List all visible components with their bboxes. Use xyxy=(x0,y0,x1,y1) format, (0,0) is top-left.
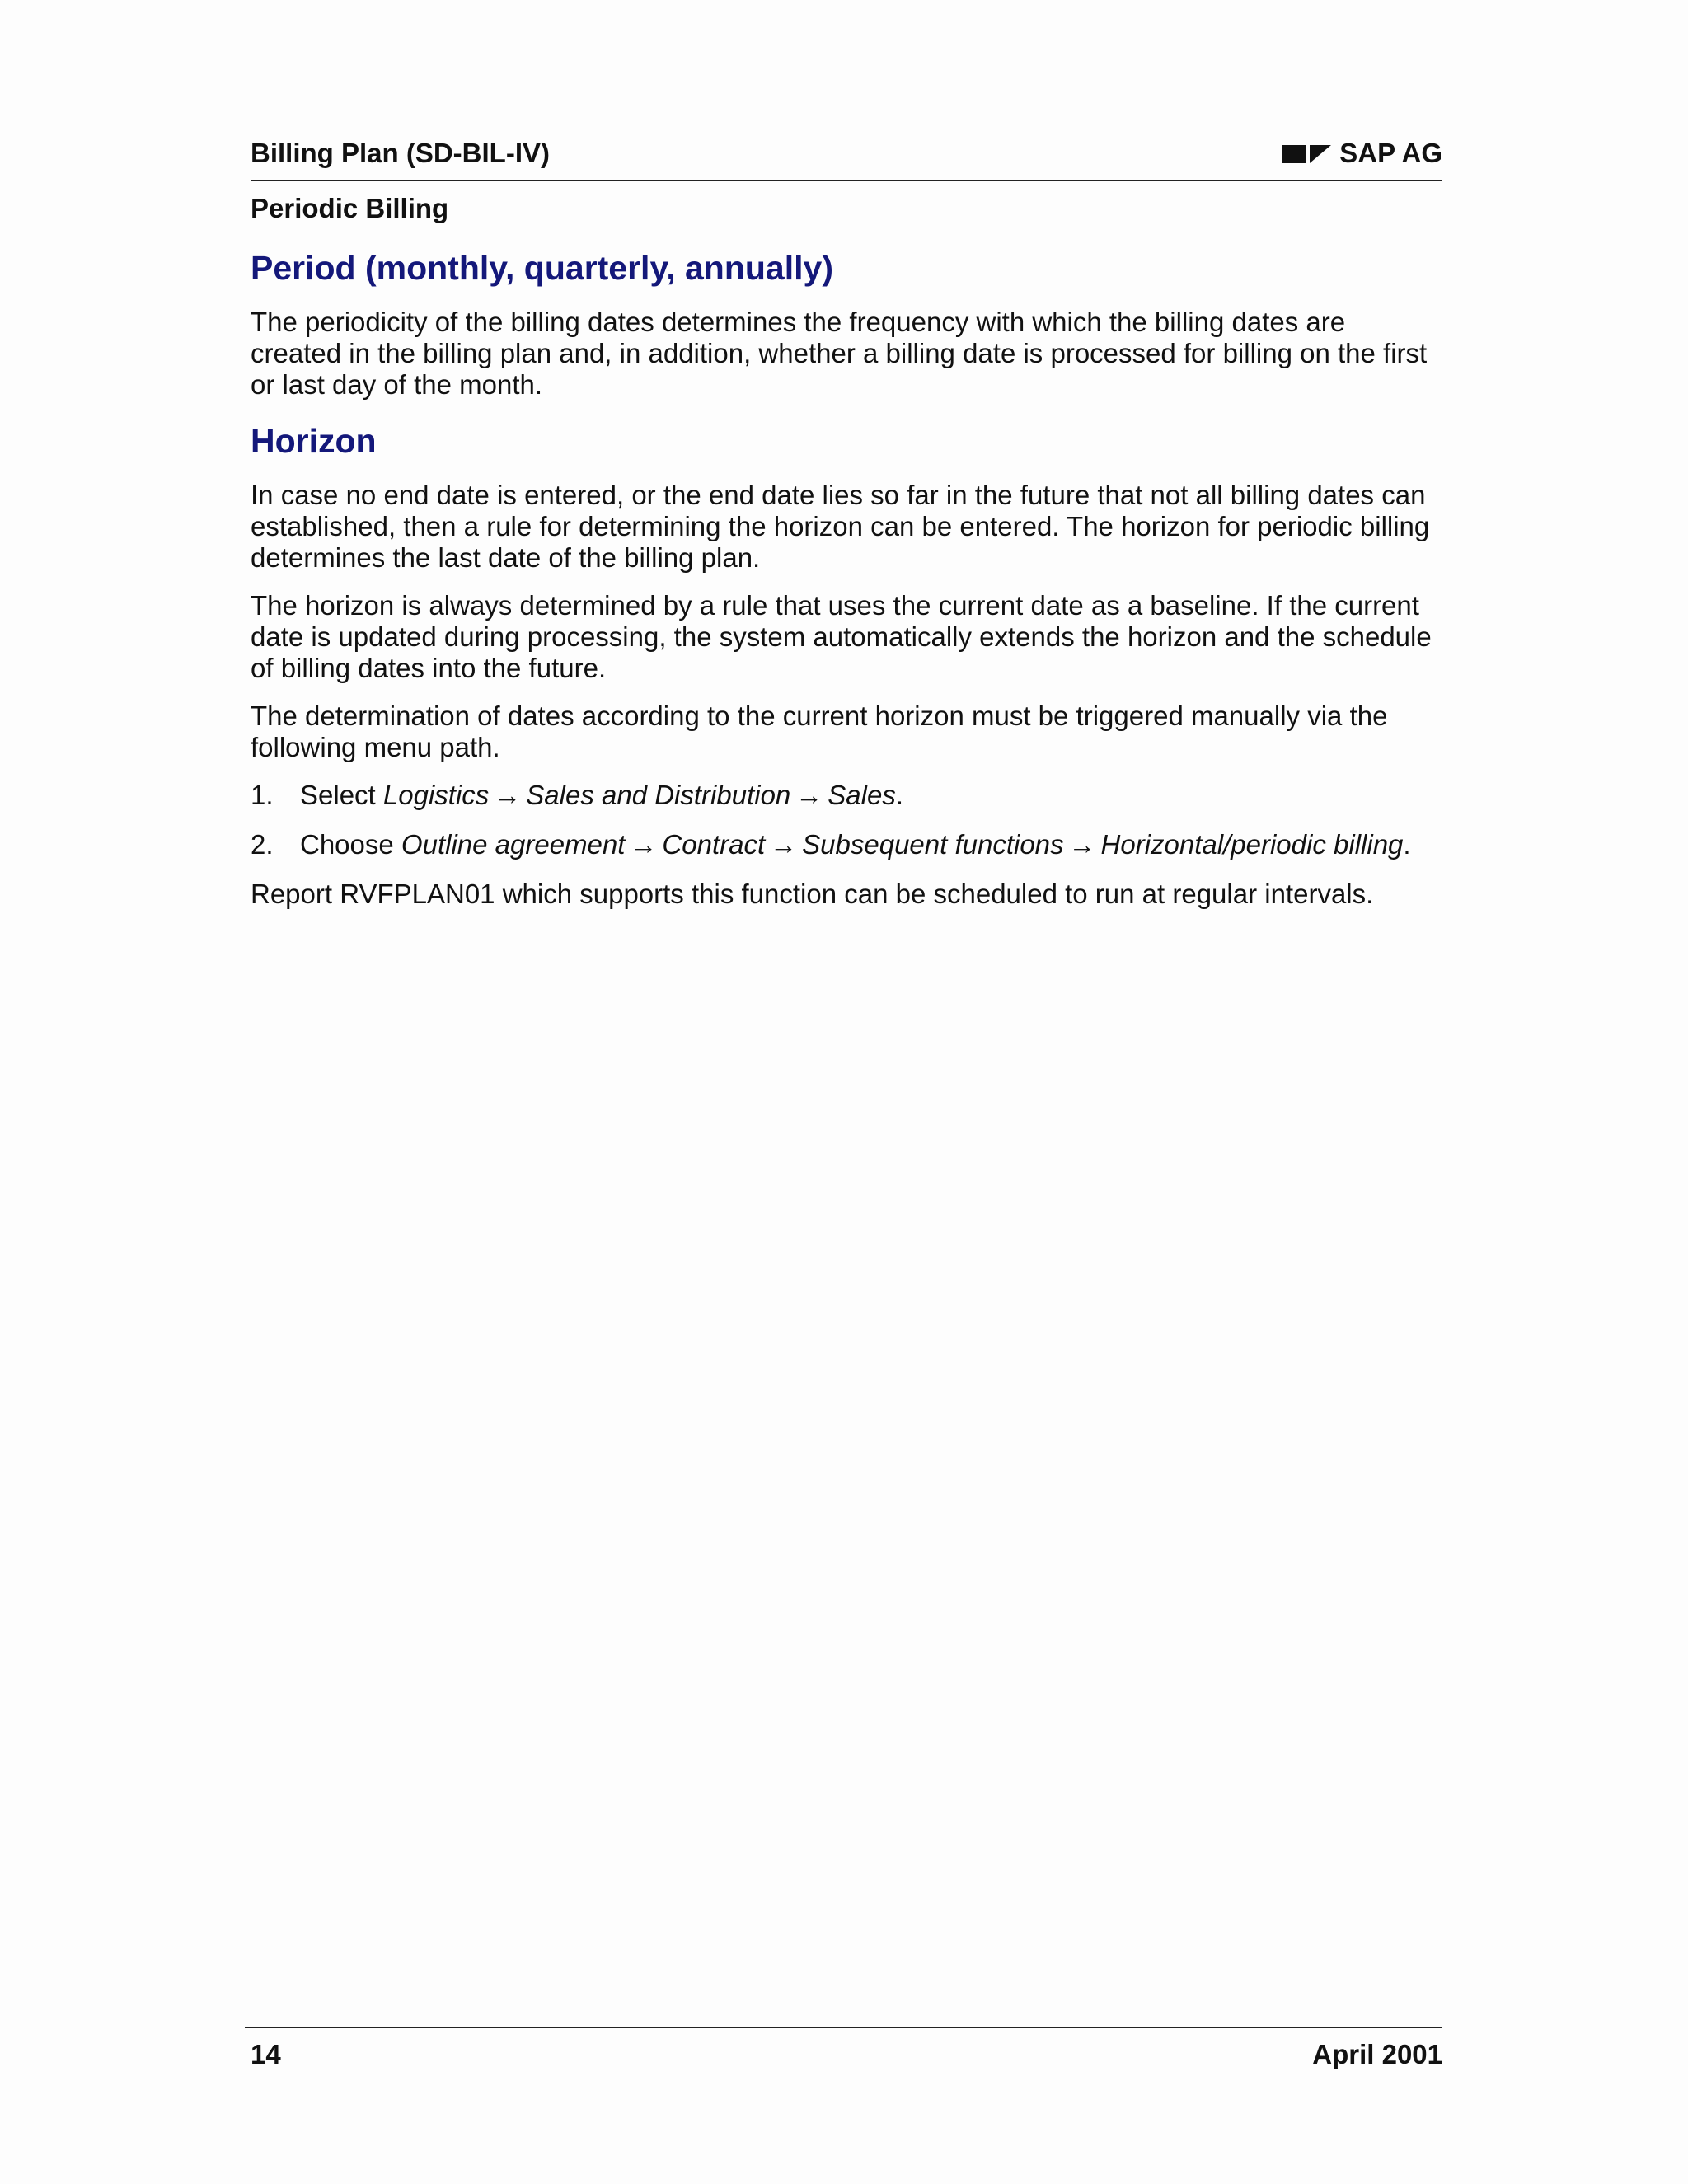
paragraph-determination: The determination of dates according to the current horizon must be triggered manually via the following menu path. xyxy=(251,701,1388,762)
paragraph-periodicity: The periodicity of the billing dates determines the frequency with which the billing dates are created in the billing plan and, in addition, whether a billing date is processed for billing on the first or last day of the month. xyxy=(251,307,1428,400)
arrow-right-icon: → xyxy=(770,829,798,860)
paragraph-horizon-baseline: The horizon is always determined by a rule that uses the current date as a baseline. If the current date is updated during processing, the system automatically extends the horizon and the schedule of billing dates into the future. xyxy=(251,590,1432,683)
page-footer xyxy=(245,2027,1442,2071)
publication-date: April 2001 xyxy=(1312,2039,1442,2069)
menu-path-item: Sales xyxy=(828,780,896,810)
arrow-right-icon: → xyxy=(630,829,658,860)
menu-step-2 xyxy=(251,829,1442,860)
section-label: Periodic Billing xyxy=(251,193,449,223)
menu-path-item: Outline agreement xyxy=(401,829,626,860)
brand xyxy=(1282,137,1442,170)
brand-name: SAP AG xyxy=(1339,138,1442,168)
sap-logo-icon xyxy=(1282,142,1331,165)
arrow-right-icon: → xyxy=(494,780,522,810)
menu-path-item: Contract xyxy=(662,829,766,860)
step-number: 2. xyxy=(251,829,274,860)
step-verb: Select xyxy=(300,780,376,810)
page-content xyxy=(251,244,1442,926)
heading-period: Period (monthly, quarterly, annually) xyxy=(251,249,833,287)
heading-horizon: Horizon xyxy=(251,422,377,460)
arrow-right-icon: → xyxy=(1068,829,1096,860)
paragraph-horizon-rule: In case no end date is entered, or the end date lies so far in the future that not all billing dates can established, then a rule for determining the horizon can be entered. The horizon for periodic billing determines the last date of the billing plan. xyxy=(251,480,1430,573)
menu-step-1 xyxy=(251,780,1442,811)
document-title: Billing Plan (SD-BIL-IV) xyxy=(251,138,550,168)
paragraph-report: Report RVFPLAN01 which supports this function can be scheduled to run at regular intervals. xyxy=(251,879,1374,909)
step-end: . xyxy=(895,780,904,810)
page-number: 14 xyxy=(251,2039,281,2069)
menu-path-item: Subsequent functions xyxy=(802,829,1064,860)
menu-path-item: Horizontal/periodic billing xyxy=(1100,829,1404,860)
step-end: . xyxy=(1403,829,1411,860)
menu-path-item: Sales and Distribution xyxy=(526,780,791,810)
page-header xyxy=(251,137,1442,181)
menu-path-item: Logistics xyxy=(382,780,490,810)
step-verb: Choose xyxy=(300,829,394,860)
step-number: 1. xyxy=(251,780,274,810)
arrow-right-icon: → xyxy=(795,780,823,810)
